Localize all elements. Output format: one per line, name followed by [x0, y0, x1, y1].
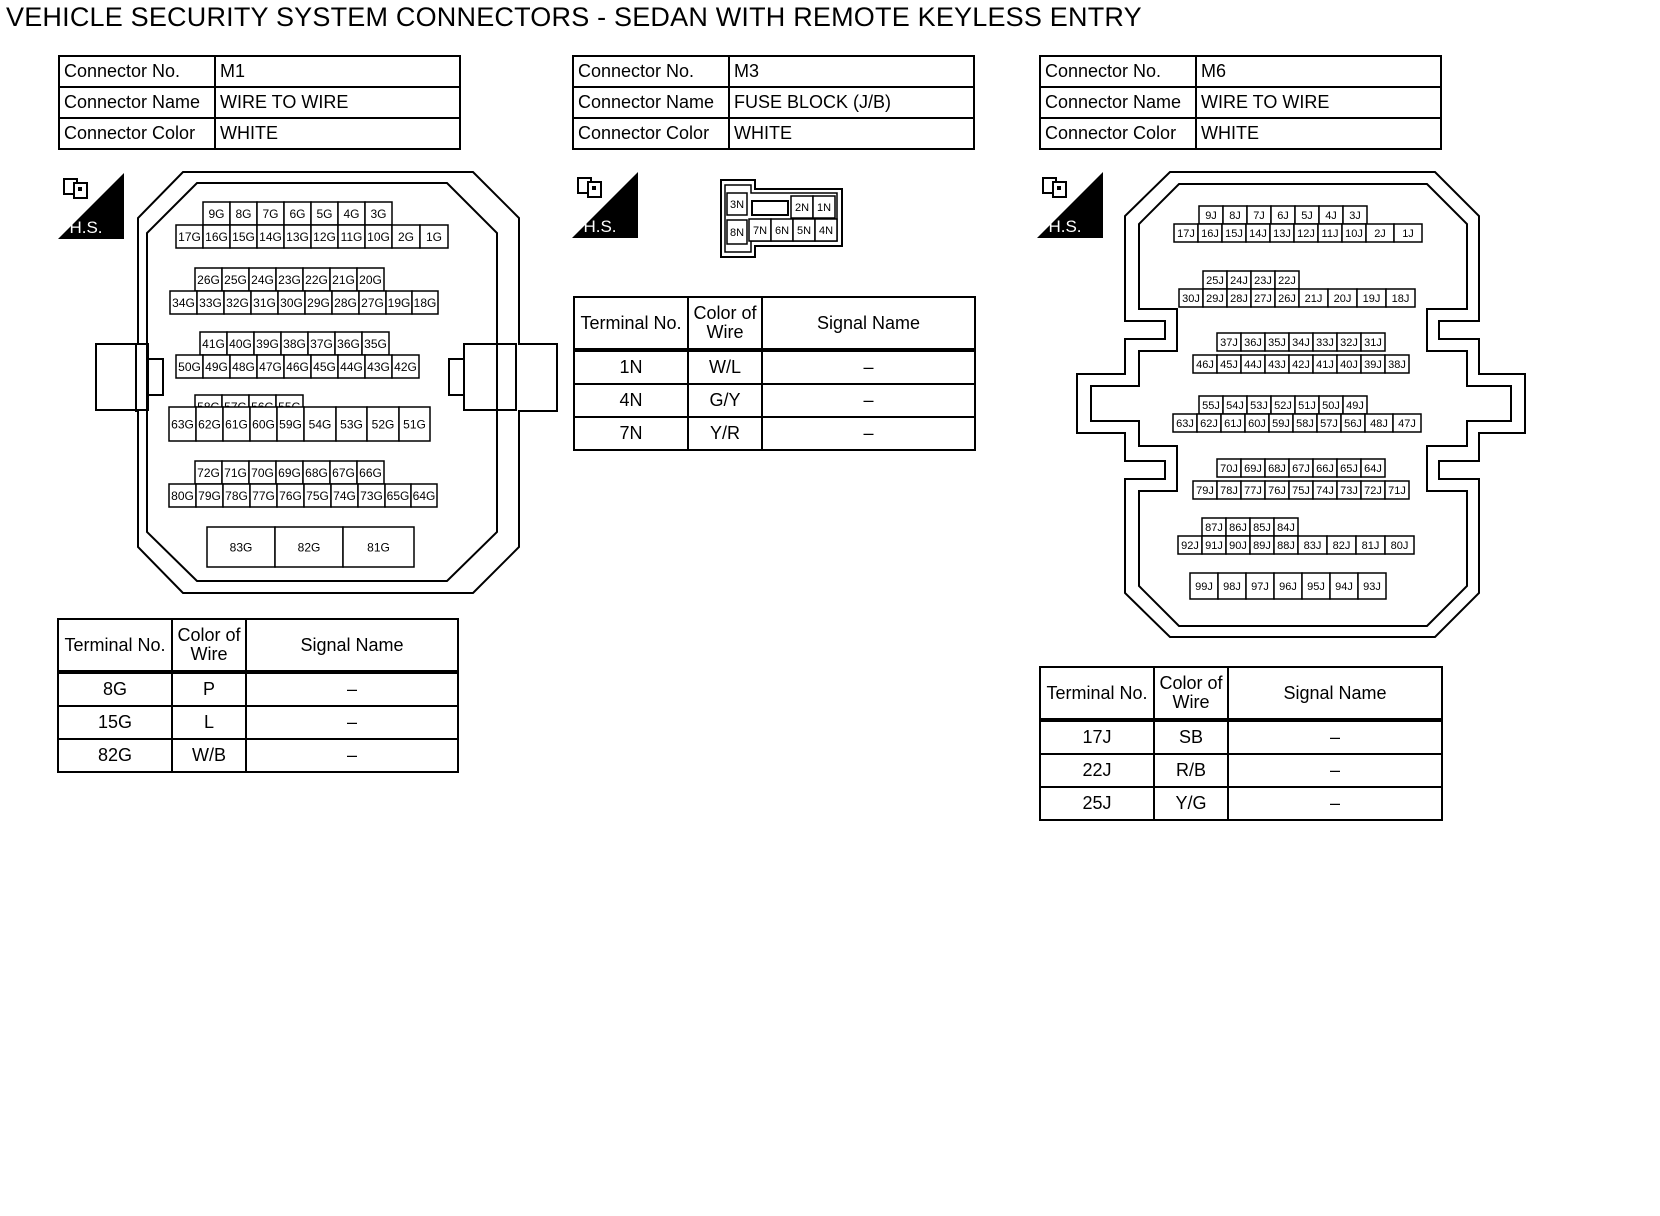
pin-label: 34G [172, 295, 195, 310]
connector-m6-signal-table [1039, 666, 1443, 821]
terminal-no-header: Terminal No. [1040, 667, 1154, 720]
pin-label: 32G [226, 295, 249, 310]
pin-label: 85J [1253, 521, 1271, 534]
wire-color-cell: R/B [1154, 754, 1228, 787]
pin-label: 73J [1340, 484, 1358, 497]
connector-no-value: M3 [729, 56, 974, 87]
pin-label: 67G [332, 465, 355, 480]
table-row [58, 739, 458, 772]
pin-label: 62J [1200, 417, 1218, 430]
pin-label: 58J [1296, 417, 1314, 430]
pin-label: 53J [1250, 399, 1268, 412]
pin-label: 44G [340, 359, 363, 374]
signal-cell: – [1228, 754, 1442, 787]
table-row [574, 350, 975, 384]
pin-label: 5N [796, 224, 812, 237]
connector-name-value: FUSE BLOCK (J/B) [729, 87, 974, 118]
pin-label: 77J [1244, 484, 1262, 497]
pin-label: 95J [1307, 580, 1325, 593]
pin-label: 26J [1278, 292, 1296, 305]
connector-color-value: WHITE [1196, 118, 1441, 149]
pin-label: 74J [1316, 484, 1334, 497]
pin-label: 88J [1277, 539, 1295, 552]
pin-label: 71G [224, 465, 247, 480]
pin-label: 39G [256, 336, 279, 351]
pin-label: 31J [1364, 336, 1382, 349]
connector-name-value: WIRE TO WIRE [1196, 87, 1441, 118]
pin-label: 26G [197, 272, 220, 287]
pin-label: 57J [1320, 417, 1338, 430]
pin-label: 72G [197, 465, 220, 480]
pin-label: 70J [1220, 462, 1238, 475]
signal-cell: – [246, 672, 458, 706]
pin-label: 61J [1224, 417, 1242, 430]
pin-label: 60G [252, 417, 275, 432]
pin-label: 45J [1220, 358, 1238, 371]
pin-label: 24G [251, 272, 274, 287]
pin-label: 12G [313, 229, 336, 244]
wire-color-cell: SB [1154, 720, 1228, 754]
pin-label: 80G [171, 488, 194, 503]
pin-label: 23J [1254, 274, 1272, 287]
terminal-cell: 15G [58, 706, 172, 739]
pin-label: 6N [774, 224, 790, 237]
pin-label: 24J [1230, 274, 1248, 287]
pin-label: 41J [1316, 358, 1334, 371]
connector-m6-info-table [1039, 55, 1442, 150]
pin-label: 78G [225, 488, 248, 503]
terminal-cell: 8G [58, 672, 172, 706]
connector-no-value: M1 [215, 56, 460, 87]
pin-label: 10J [1345, 227, 1363, 240]
pin-label: 2N [794, 201, 810, 214]
pin-label: 55J [1202, 399, 1220, 412]
pin-label: 68J [1268, 462, 1286, 475]
table-row [1040, 754, 1442, 787]
connector-m1-signal-table [57, 618, 459, 773]
pin-label: 82J [1332, 539, 1351, 552]
pin-label: 41G [202, 336, 225, 351]
pin-label: 15G [232, 229, 255, 244]
pin-label: 3N [729, 198, 745, 211]
pin-label: 5G [316, 206, 333, 221]
pin-label: 5J [1301, 209, 1313, 222]
hs-label: H.S. [69, 218, 103, 237]
pin-label: 76G [279, 488, 302, 503]
pin-label: 42G [394, 359, 417, 374]
pin-label: 80J [1390, 539, 1409, 552]
connector-m3-info-table [572, 55, 975, 150]
pin-label: 25G [224, 272, 247, 287]
pin-label: 15J [1225, 227, 1243, 240]
wire-color-cell: L [172, 706, 246, 739]
pin-label: 36J [1244, 336, 1262, 349]
page-title: VEHICLE SECURITY SYSTEM CONNECTORS - SEDAN WITH REMOTE KEYLESS ENTRY [6, 2, 1142, 32]
pin-label: 11G [340, 229, 363, 244]
connector-m1-face [94, 171, 519, 596]
pin-label: 83G [229, 540, 253, 555]
pin-label: 21J [1304, 292, 1323, 305]
connector-color-label: Connector Color [573, 118, 729, 149]
pin-label: 20J [1333, 292, 1352, 305]
pin-label: 18G [413, 295, 437, 310]
table-row [1040, 720, 1442, 754]
connector-color-value: WHITE [215, 118, 460, 149]
pin-label: 43J [1268, 358, 1286, 371]
pin-label: 54J [1226, 399, 1244, 412]
table-row [574, 384, 975, 417]
pin-label: 70G [251, 465, 274, 480]
connector-no-label: Connector No. [573, 56, 729, 87]
signal-name-header: Signal Name [246, 619, 458, 672]
pin-label: 65G [386, 488, 410, 503]
pin-label: 12J [1297, 227, 1315, 240]
pin-label: 2G [397, 229, 415, 244]
pin-label: 35G [364, 336, 387, 351]
connector-m3-signal-table [573, 296, 976, 451]
pin-label: 29G [307, 295, 330, 310]
signal-cell: – [246, 706, 458, 739]
pin-label: 6G [289, 206, 306, 221]
connector-m3-face [720, 179, 845, 259]
pin-label: 98J [1223, 580, 1241, 593]
pin-label: 37J [1220, 336, 1238, 349]
pin-label: 59G [279, 417, 302, 432]
pin-label: 91J [1205, 539, 1223, 552]
pin-label: 44J [1244, 358, 1262, 371]
pin-label: 72J [1364, 484, 1382, 497]
connector-no-value: M6 [1196, 56, 1441, 87]
pin-label: 51G [403, 417, 426, 432]
pin-label: 63G [171, 417, 194, 432]
terminal-cell: 7N [574, 417, 688, 450]
pin-label: 76J [1268, 484, 1286, 497]
pin-label: 46J [1196, 358, 1214, 371]
pin-label: 81J [1361, 539, 1380, 552]
pin-label: 34J [1292, 336, 1310, 349]
pin-label: 71J [1388, 484, 1406, 497]
pin-label: 73G [360, 488, 383, 503]
signal-cell: – [246, 739, 458, 772]
color-of-wire-header: Color of Wire [688, 297, 762, 350]
pin-label: 31G [253, 295, 276, 310]
pin-label: 30G [280, 295, 303, 310]
pin-label: 4J [1325, 209, 1337, 222]
harness-side-icon [572, 172, 638, 238]
pin-label: 61G [225, 417, 248, 432]
pin-label: 79G [198, 488, 221, 503]
pin-label: 19J [1362, 292, 1381, 305]
pin-label: 14G [259, 229, 282, 244]
pin-label: 1N [816, 201, 832, 214]
terminal-cell: 4N [574, 384, 688, 417]
pin-label: 62G [198, 417, 221, 432]
pin-label: 54G [308, 417, 332, 432]
connector-color-label: Connector Color [59, 118, 215, 149]
pin-label: 13J [1273, 227, 1291, 240]
table-row [574, 417, 975, 450]
pin-label: 90J [1229, 539, 1247, 552]
pin-label: 18J [1391, 292, 1410, 305]
pin-label: 39J [1364, 358, 1382, 371]
pin-label: 35J [1268, 336, 1286, 349]
pin-label: 7G [262, 206, 279, 221]
pin-label: 17G [178, 229, 201, 244]
pin-label: 25J [1206, 274, 1224, 287]
pin-label: 52J [1274, 399, 1292, 412]
pin-label: 43G [367, 359, 390, 374]
pin-label: 56J [1344, 417, 1362, 430]
pin-label: 10G [367, 229, 390, 244]
pin-label: 69J [1244, 462, 1262, 475]
table-row [58, 706, 458, 739]
pin-label: 6J [1277, 209, 1289, 222]
wire-color-cell: P [172, 672, 246, 706]
pin-label: 21G [332, 272, 355, 287]
pin-label: 8G [235, 206, 252, 221]
pin-label: 81G [367, 540, 390, 555]
pin-label: 50G [178, 359, 201, 374]
pin-label: 75J [1292, 484, 1310, 497]
connector-no-label: Connector No. [59, 56, 215, 87]
pin-label: 22J [1278, 274, 1296, 287]
pin-label: 30J [1182, 292, 1200, 305]
pin-label: 96J [1279, 580, 1297, 593]
pin-label: 66J [1316, 462, 1334, 475]
pin-label: 69G [278, 465, 301, 480]
pin-label: 92J [1181, 539, 1199, 552]
pin-label: 9G [208, 206, 225, 221]
pin-label: 67J [1292, 462, 1310, 475]
pin-label: 97J [1251, 580, 1269, 593]
terminal-no-header: Terminal No. [574, 297, 688, 350]
terminal-cell: 82G [58, 739, 172, 772]
signal-cell: – [762, 350, 975, 384]
pin-label: 45G [313, 359, 336, 374]
pin-label: 29J [1206, 292, 1224, 305]
pin-label: 36G [337, 336, 360, 351]
pin-label: 48J [1370, 417, 1388, 430]
connector-name-value: WIRE TO WIRE [215, 87, 460, 118]
pin-label: 1J [1402, 227, 1414, 240]
pin-label: 94J [1335, 580, 1353, 593]
pin-label: 74G [333, 488, 356, 503]
pin-label: 40J [1340, 358, 1358, 371]
pin-label: 2J [1374, 227, 1386, 240]
color-of-wire-header: Color of Wire [1154, 667, 1228, 720]
pin-label: 37G [310, 336, 333, 351]
connector-no-label: Connector No. [1040, 56, 1196, 87]
pin-label: 66G [359, 465, 382, 480]
pin-label: 64G [412, 488, 436, 503]
pin-label: 48G [232, 359, 255, 374]
pin-label: 75G [306, 488, 329, 503]
connector-name-label: Connector Name [59, 87, 215, 118]
wire-color-cell: G/Y [688, 384, 762, 417]
terminal-cell: 25J [1040, 787, 1154, 820]
pin-label: 14J [1249, 227, 1267, 240]
pin-label: 47J [1398, 417, 1416, 430]
pin-label: 32J [1340, 336, 1358, 349]
pin-label: 27J [1254, 292, 1272, 305]
pin-label: 33G [199, 295, 222, 310]
pin-label: 16J [1201, 227, 1219, 240]
pin-label: 13G [286, 229, 309, 244]
pin-label: 53G [340, 417, 363, 432]
pin-label: 40G [229, 336, 252, 351]
pin-label: 1G [425, 229, 443, 244]
pin-label: 28G [334, 295, 357, 310]
color-of-wire-header: Color of Wire [172, 619, 246, 672]
wire-color-cell: Y/R [688, 417, 762, 450]
pin-label: 17J [1177, 227, 1195, 240]
pin-label: 9J [1205, 209, 1217, 222]
pin-label: 3J [1349, 209, 1361, 222]
pin-label: 7N [752, 224, 768, 237]
wire-color-cell: W/B [172, 739, 246, 772]
terminal-cell: 1N [574, 350, 688, 384]
pin-label: 99J [1195, 580, 1213, 593]
pin-label: 47G [259, 359, 282, 374]
signal-cell: – [762, 417, 975, 450]
connector-m1-info-table [58, 55, 461, 150]
pin-label: 38J [1388, 358, 1406, 371]
pin-label: 19G [387, 295, 411, 310]
signal-name-header: Signal Name [1228, 667, 1442, 720]
pin-label: 42J [1292, 358, 1310, 371]
pin-label: 4G [343, 206, 360, 221]
pin-label: 50J [1322, 399, 1340, 412]
wire-color-cell: W/L [688, 350, 762, 384]
pin-label: 27G [361, 295, 384, 310]
pin-label: 79J [1196, 484, 1214, 497]
hs-label: H.S. [1048, 217, 1082, 236]
connector-color-label: Connector Color [1040, 118, 1196, 149]
wire-color-cell: Y/G [1154, 787, 1228, 820]
terminal-no-header: Terminal No. [58, 619, 172, 672]
pin-label: 51J [1298, 399, 1316, 412]
terminal-cell: 17J [1040, 720, 1154, 754]
connector-m6-face [1075, 171, 1530, 641]
signal-name-header: Signal Name [762, 297, 975, 350]
pin-label: 65J [1340, 462, 1358, 475]
pin-label: 16G [205, 229, 228, 244]
connector-name-label: Connector Name [1040, 87, 1196, 118]
pin-label: 46G [286, 359, 309, 374]
pin-label: 8N [729, 226, 745, 239]
pin-label: 84J [1277, 521, 1295, 534]
terminal-cell: 22J [1040, 754, 1154, 787]
pin-label: 7J [1253, 209, 1265, 222]
table-row [1040, 787, 1442, 820]
pin-label: 52G [371, 417, 395, 432]
pin-label: 64J [1364, 462, 1382, 475]
pin-label: 87J [1205, 521, 1223, 534]
pin-label: 22G [305, 272, 328, 287]
pin-label: 82G [297, 540, 321, 555]
table-row [58, 672, 458, 706]
pin-label: 86J [1229, 521, 1247, 534]
pin-label: 83J [1303, 539, 1322, 552]
pin-label: 23G [278, 272, 301, 287]
signal-cell: – [762, 384, 975, 417]
hs-label: H.S. [583, 217, 617, 236]
pin-label: 63J [1176, 417, 1194, 430]
connector-name-label: Connector Name [573, 87, 729, 118]
pin-label: 68G [305, 465, 328, 480]
connector-color-value: WHITE [729, 118, 974, 149]
pin-label: 59J [1272, 417, 1290, 430]
pin-label: 49G [205, 359, 228, 374]
pin-label: 78J [1220, 484, 1238, 497]
pin-label: 60J [1248, 417, 1266, 430]
signal-cell: – [1228, 720, 1442, 754]
pin-label: 38G [283, 336, 306, 351]
pin-label: 4N [818, 224, 834, 237]
pin-label: 89J [1253, 539, 1271, 552]
pin-label: 11J [1321, 227, 1339, 240]
signal-cell: – [1228, 787, 1442, 820]
pin-label: 8J [1229, 209, 1241, 222]
pin-label: 33J [1316, 336, 1334, 349]
pin-label: 3G [370, 206, 387, 221]
pin-label: 20G [359, 272, 382, 287]
pin-label: 77G [252, 488, 275, 503]
pin-label: 28J [1230, 292, 1248, 305]
pin-label: 93J [1363, 580, 1381, 593]
pin-label: 49J [1346, 399, 1364, 412]
